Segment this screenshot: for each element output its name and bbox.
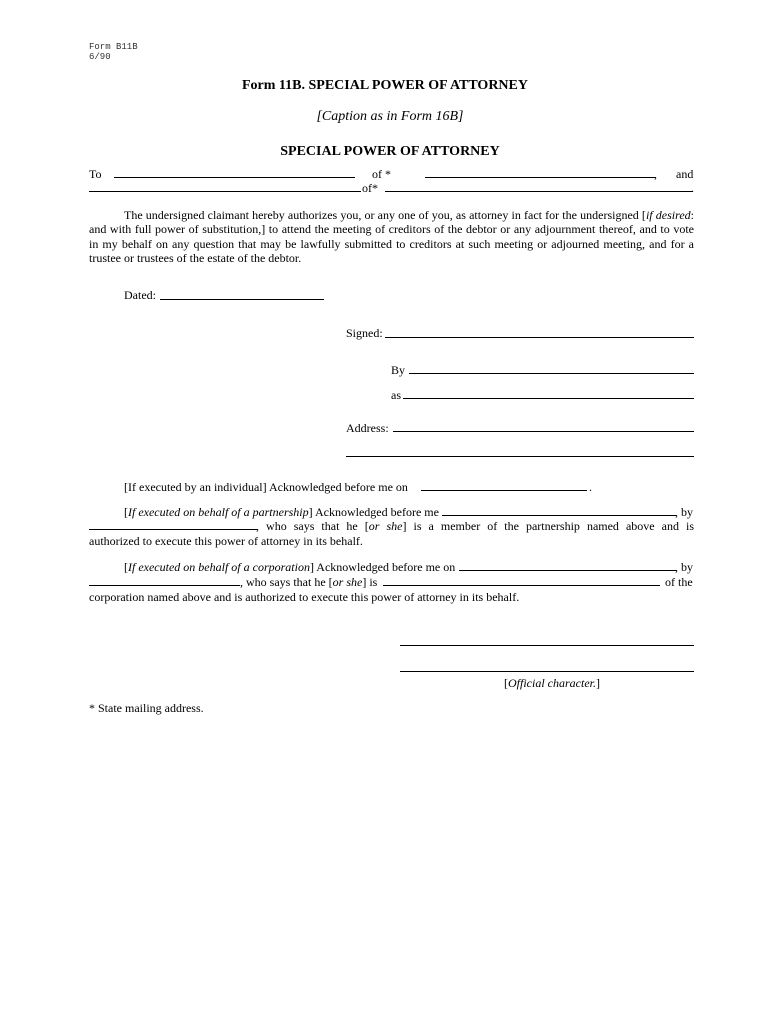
partnership-ack-text: [If executed on behalf of a partnership] Acknowledged before me xyxy=(124,505,439,519)
partnership-line2: authorized to execute this power of attorney in its behalf. xyxy=(89,534,363,548)
signed-label: Signed: xyxy=(346,326,383,340)
partnership-by: , by xyxy=(675,505,693,519)
dated-line[interactable] xyxy=(160,299,324,300)
corporation-date-line[interactable] xyxy=(459,570,676,571)
corporation-ack-text: [If executed on behalf of a corporation] Acknowledged before me on xyxy=(124,560,456,574)
second-name-line[interactable] xyxy=(89,191,361,192)
individual-ack-text: [If executed by an individual] Acknowledged before me on xyxy=(124,480,408,494)
to-label: To xyxy=(89,167,102,181)
form-date: 6/90 xyxy=(89,52,111,62)
official-signature-line[interactable] xyxy=(400,645,694,646)
corporation-title-line[interactable] xyxy=(383,585,660,586)
as-label: as xyxy=(391,388,401,402)
form-code: Form B11B xyxy=(89,42,138,52)
authorization-paragraph xyxy=(89,208,694,265)
corporation-name-line[interactable] xyxy=(89,585,240,586)
of2-label: of* xyxy=(362,181,378,195)
as-line[interactable] xyxy=(403,398,694,399)
to-name-line[interactable] xyxy=(114,177,355,178)
corporation-by: , by xyxy=(675,560,693,574)
address-line-1[interactable] xyxy=(393,431,694,432)
by-line[interactable] xyxy=(409,373,694,374)
if-desired-text: if desired xyxy=(645,208,691,222)
to-address-line[interactable] xyxy=(425,177,656,178)
signed-line[interactable] xyxy=(385,337,694,338)
period: . xyxy=(691,181,694,195)
of-star-label: of * xyxy=(372,167,391,181)
address-label: Address: xyxy=(346,421,389,435)
individual-date-line[interactable] xyxy=(421,490,587,491)
corporation-italic: If executed on behalf of a corporation xyxy=(128,560,310,574)
partnership-italic: If executed on behalf of a partnership xyxy=(128,505,309,519)
paragraph-part1: The undersigned claimant hereby authorizes you, or any one of you, as attorney in fact for the undersigned [ xyxy=(124,208,646,222)
document-subtitle: SPECIAL POWER OF ATTORNEY xyxy=(280,144,500,159)
footnote: * State mailing address. xyxy=(89,701,204,715)
address-line-2[interactable] xyxy=(346,456,694,457)
individual-period: . xyxy=(589,480,592,494)
second-address-line[interactable] xyxy=(385,191,693,192)
corporation-line2: corporation named above and is authorized to execute this power of attorney in its behalf. xyxy=(89,590,520,604)
caption-note: [Caption as in Form 16B] xyxy=(316,109,464,124)
corporation-of-the: of the xyxy=(665,575,693,589)
partnership-name-line[interactable] xyxy=(89,529,257,530)
official-character-label: [Official character.] xyxy=(504,676,600,690)
by-label: By xyxy=(391,363,406,377)
form-title: Form 11B. SPECIAL POWER OF ATTORNEY xyxy=(242,78,528,93)
comma: , xyxy=(654,167,657,181)
official-character-line[interactable] xyxy=(400,671,694,672)
paragraph-part2: : and with full power of substitution,] to attend the meeting of creditors of the debtor or any adjournment thereof, and to vote in my behalf on any question that may be lawfully submitted to creditors at such meeting or adjourned meeting, and for a trustee or trustees of the estate of the debtor. xyxy=(89,208,694,265)
dated-label: Dated: xyxy=(124,288,156,302)
partnership-who-text: , who says that he [or she] is a member of the partnership named above and is xyxy=(256,519,694,533)
and-label: and xyxy=(676,167,694,181)
partnership-date-line[interactable] xyxy=(442,515,676,516)
corporation-who-text: , who says that he [or she] is xyxy=(240,575,378,589)
